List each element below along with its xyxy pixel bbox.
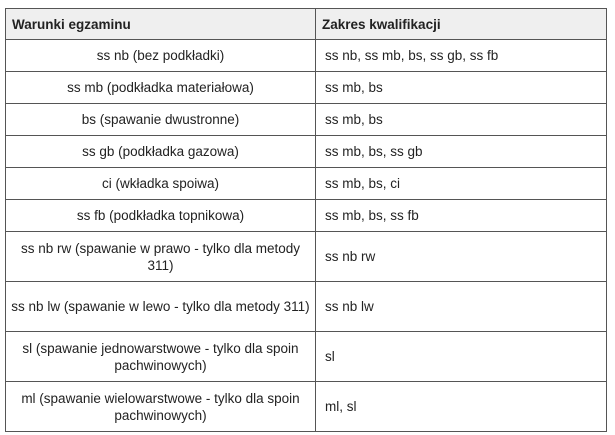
qualification-scope-cell: ss nb lw: [316, 282, 607, 332]
table-row: [6, 40, 607, 72]
table-row: [6, 332, 607, 382]
table-row: [6, 382, 607, 432]
qualification-table: [5, 8, 607, 432]
header-qualification-scope: Zakres kwalifikacji: [316, 9, 607, 40]
qualification-scope-cell: ss mb, bs, ss gb: [316, 136, 607, 168]
table-row: [6, 232, 607, 282]
exam-condition-cell: bs (spawanie dwustronne): [6, 104, 316, 136]
table-header: [6, 9, 607, 40]
qualification-scope-cell: ss mb, bs, ci: [316, 168, 607, 200]
qualification-scope-cell: ml, sl: [316, 382, 607, 432]
exam-condition-cell: ss nb lw (spawanie w lewo - tylko dla metody 311): [6, 282, 316, 332]
qualification-scope-cell: sl: [316, 332, 607, 382]
exam-condition-cell: ss mb (podkładka materiałowa): [6, 72, 316, 104]
exam-condition-cell: ml (spawanie wielowarstwowe - tylko dla spoin pachwinowych): [6, 382, 316, 432]
exam-condition-cell: ci (wkładka spoiwa): [6, 168, 316, 200]
exam-condition-cell: ss nb rw (spawanie w prawo - tylko dla metody 311): [6, 232, 316, 282]
table-row: [6, 72, 607, 104]
exam-condition-cell: sl (spawanie jednowarstwowe - tylko dla spoin pachwinowych): [6, 332, 316, 382]
table-row: [6, 168, 607, 200]
table-row: [6, 136, 607, 168]
qualification-scope-cell: ss mb, bs: [316, 104, 607, 136]
exam-condition-cell: ss nb (bez podkładki): [6, 40, 316, 72]
table-body: [6, 40, 607, 432]
header-row: [6, 9, 607, 40]
exam-condition-cell: ss gb (podkładka gazowa): [6, 136, 316, 168]
qualification-scope-cell: ss mb, bs: [316, 72, 607, 104]
exam-condition-cell: ss fb (podkładka topnikowa): [6, 200, 316, 232]
qualification-scope-cell: ss mb, bs, ss fb: [316, 200, 607, 232]
table-row: [6, 104, 607, 136]
qualification-scope-cell: ss nb, ss mb, bs, ss gb, ss fb: [316, 40, 607, 72]
table-row: [6, 282, 607, 332]
table-row: [6, 200, 607, 232]
qualification-scope-cell: ss nb rw: [316, 232, 607, 282]
header-exam-conditions: Warunki egzaminu: [6, 9, 316, 40]
qualification-table-container: [5, 8, 606, 432]
